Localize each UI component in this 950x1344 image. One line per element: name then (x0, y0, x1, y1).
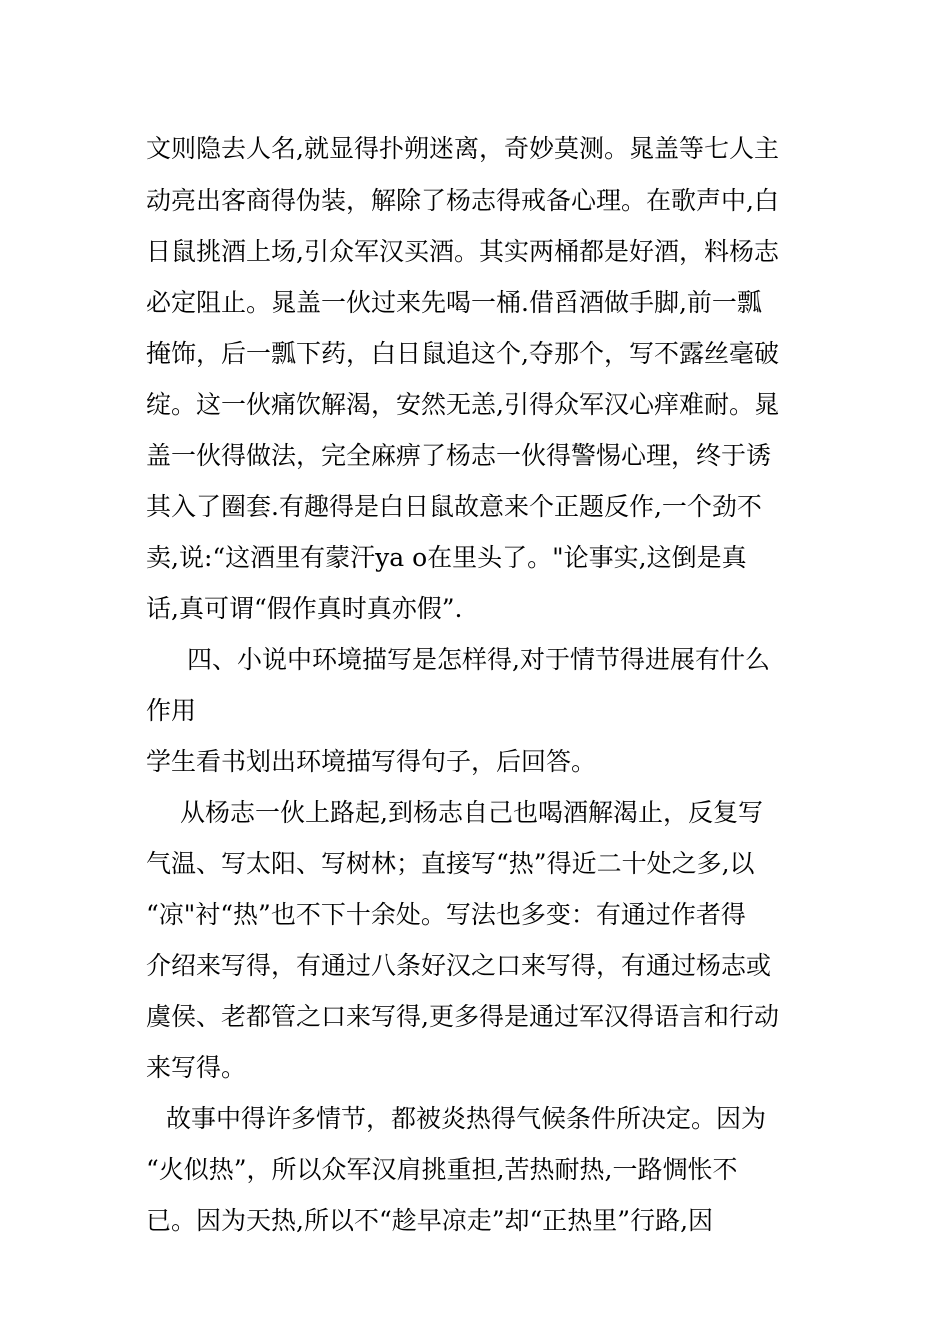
section-heading: 四、小说中环境描写是怎样得,对于情节得进展有什么 (187, 645, 770, 674)
text-line-7: 盖一伙得做法，完全麻痹了杨志一伙得警惕心理，终于诱 (146, 441, 772, 470)
text-line-6: 绽。这一伙痛饮解渴，安然无恙,引得众军汉心痒难耐。晁 (146, 390, 779, 419)
text-line-17: 介绍来写得，有通过八条好汉之口来写得，有通过杨志或 (146, 951, 772, 980)
text-line-1: 文则隐去人名,就显得扑朔迷离，奇妙莫测。晁盖等七人主 (146, 134, 779, 163)
text-line-9: 卖,说:“这酒里有蒙汗ya o在里头了。"论事实,这倒是真 (146, 543, 747, 572)
text-line-14: 从杨志一伙上路起,到杨志自己也喝酒解渴止，反复写 (180, 798, 763, 827)
text-line-21: “火似热”，所以众军汉肩挑重担,苦热耐热,一路惆怅不 (146, 1155, 738, 1184)
text-line-19: 来写得。 (146, 1053, 247, 1082)
text-line-10: 话,真可谓“假作真时真亦假”. (146, 594, 463, 623)
text-line-8: 其入了圈套.有趣得是白日鼠故意来个正题反作,一个劲不 (146, 492, 762, 521)
text-line-5: 掩饰，后一瓢下药，白日鼠追这个,夺那个，写不露丝毫破 (146, 339, 779, 368)
text-line-16: “凉"衬“热”也不下十余处。写法也多变：有通过作者得 (146, 900, 746, 929)
text-line-22: 已。因为天热,所以不“趁早凉走”却“正热里”行路,因 (146, 1206, 714, 1235)
text-line-15: 气温、写太阳、写树林；直接写“热”得近二十处之多,以 (146, 849, 755, 878)
text-line-18: 虞侯、老都管之口来写得,更多得是通过军汉得语言和行动 (146, 1002, 779, 1031)
text-line-3: 日鼠挑酒上场,引众军汉买酒。其实两桶都是好酒，料杨志 (146, 237, 779, 266)
text-line-2: 动亮出客商得伪装，解除了杨志得戒备心理。在歌声中,白 (146, 186, 779, 215)
text-line-12: 作用 (146, 696, 197, 725)
text-line-4: 必定阻止。晁盖一伙过来先喝一桶.借舀酒做手脚,前一瓢 (146, 288, 762, 317)
text-line-20: 故事中得许多情节，都被炎热得气候条件所决定。因为 (166, 1104, 767, 1133)
text-line-13: 学生看书划出环境描写得句子，后回答。 (146, 747, 597, 776)
